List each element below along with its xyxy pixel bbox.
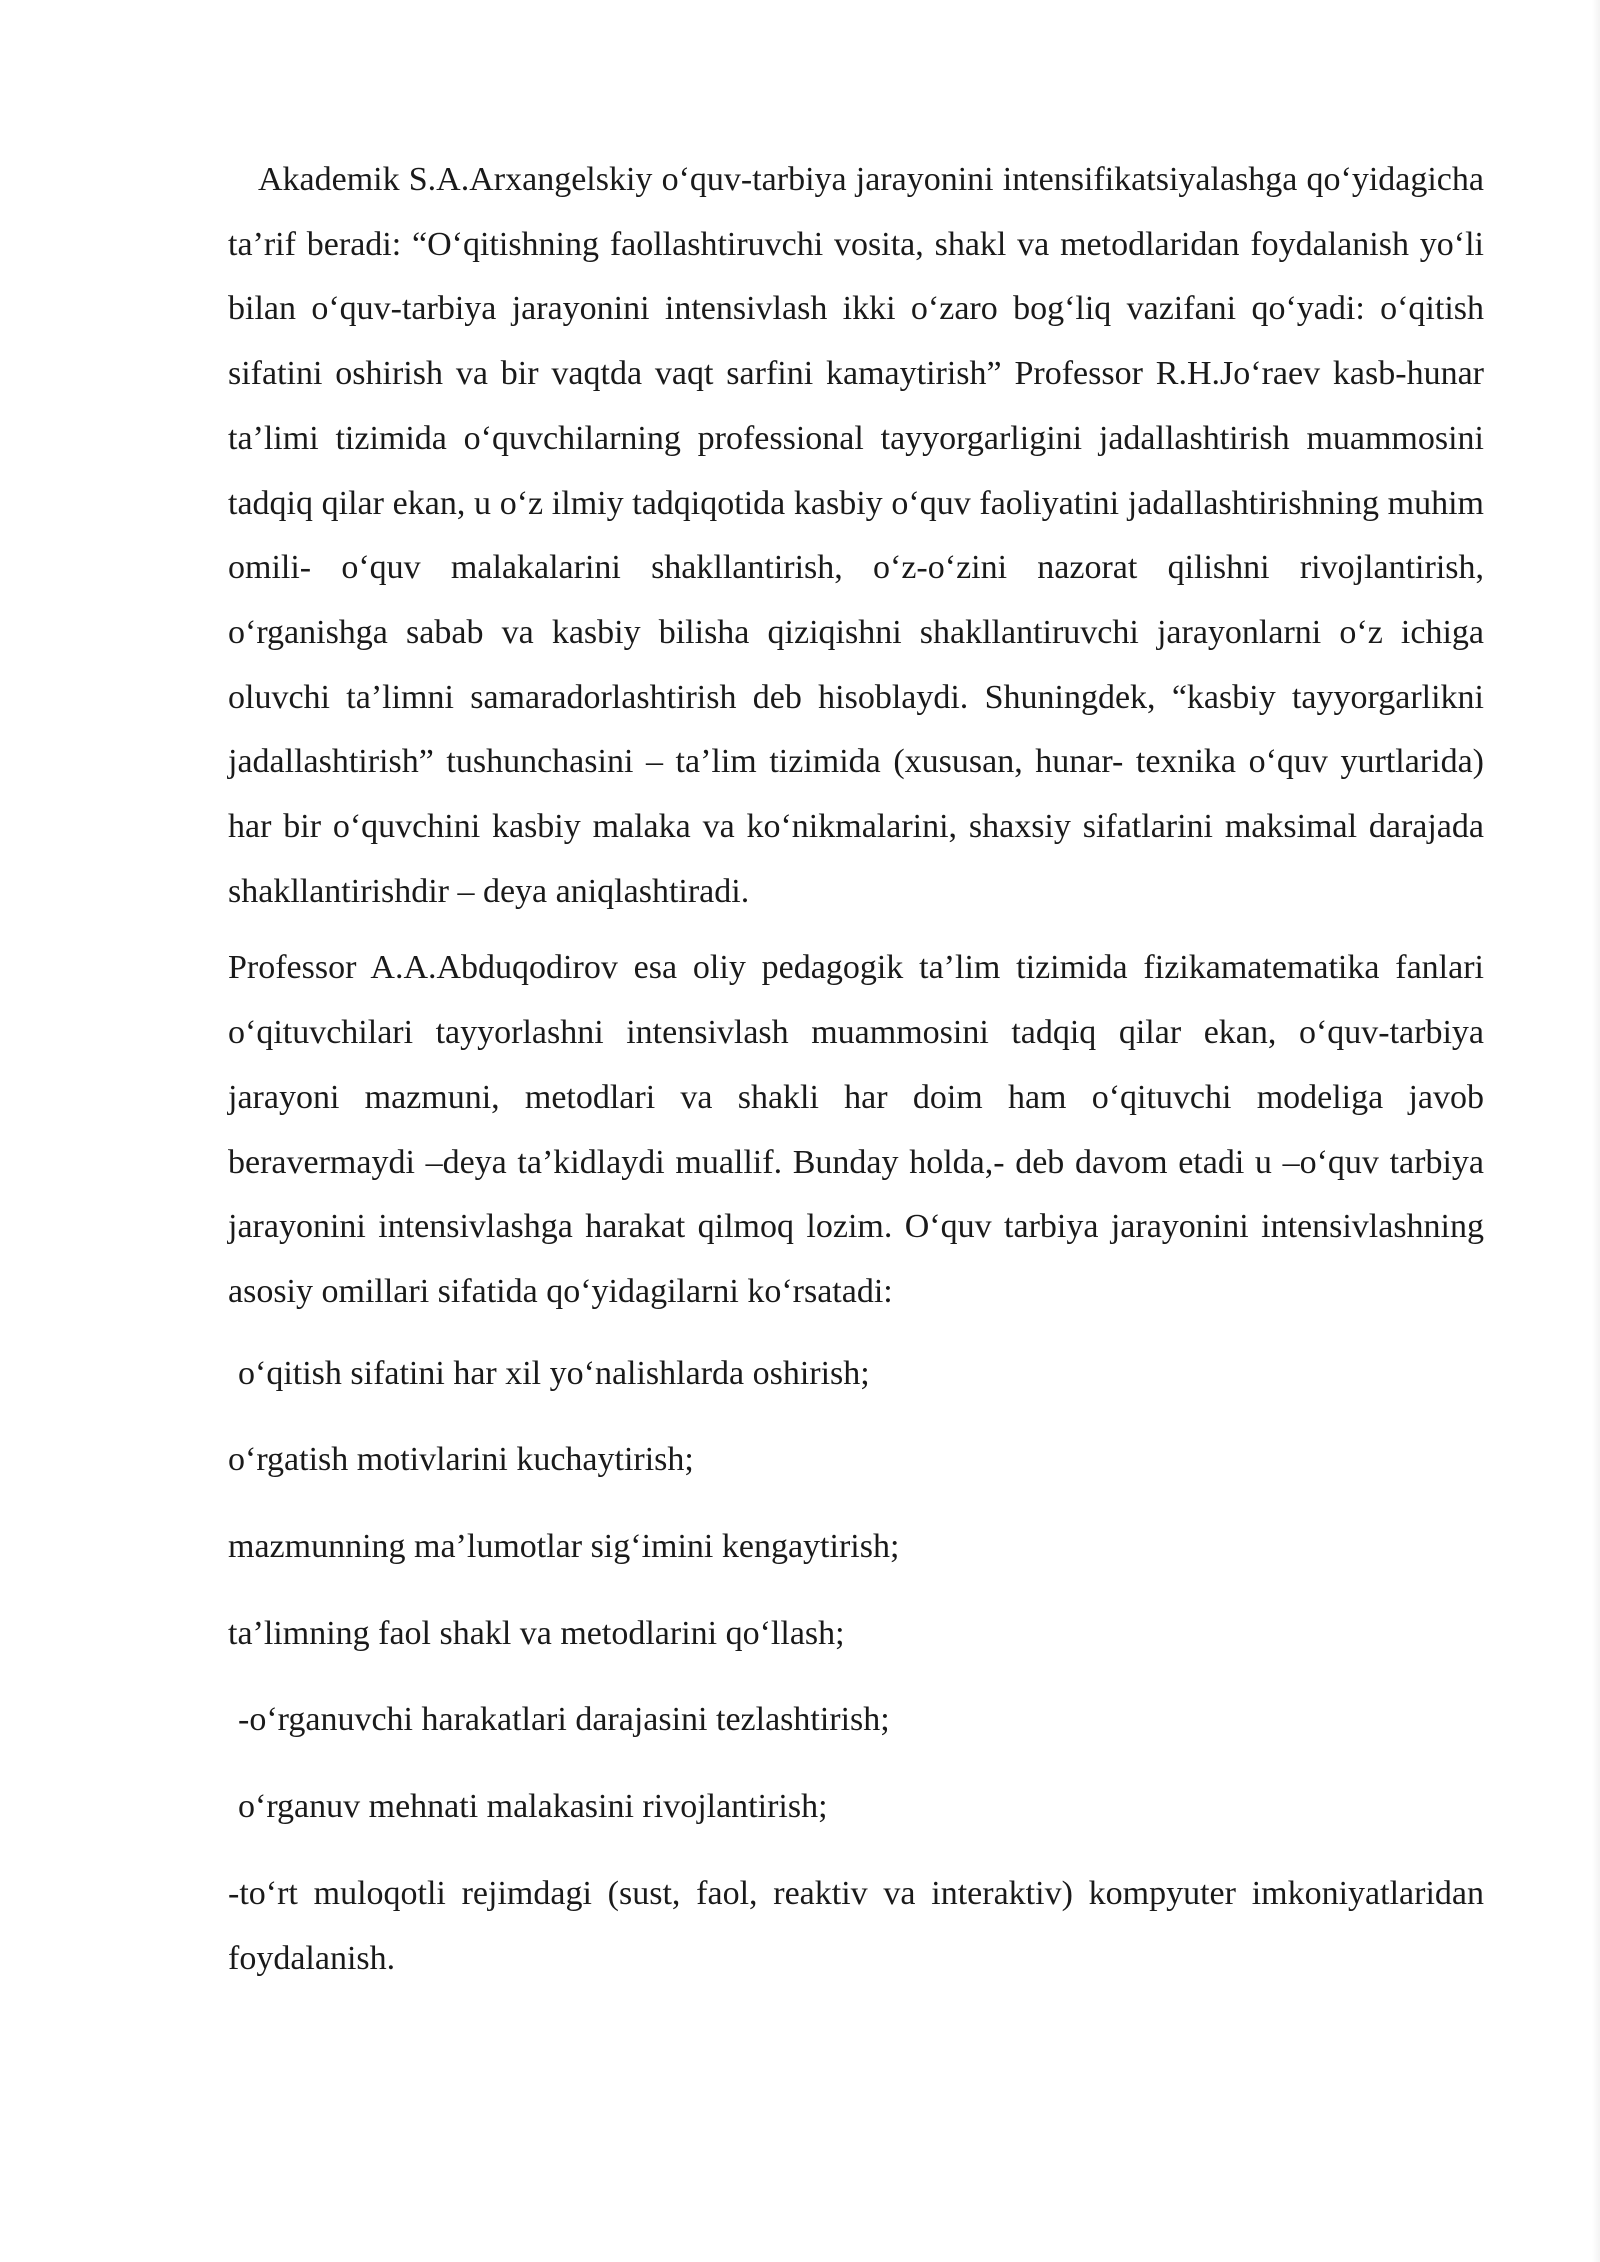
list-item: o‘qitish sifatini har xil yo‘nalishlarda oshirish; — [238, 1354, 870, 1392]
list-item: -to‘rt muloqotli rejimdagi (sust, faol, reaktiv va interaktiv) kompyuter imkoniyatlaridan foydalanish. — [228, 1874, 1484, 1977]
list-item: -o‘rganuvchi harakatlari darajasini tezlashtirish; — [238, 1701, 890, 1739]
list-item: o‘rgatish motivlarini kuchaytirish; — [228, 1441, 694, 1479]
paragraph-abduqodirov: Professor A.A.Abduqodirov esa oliy pedagogik ta’lim tizimida fizikamatematika fanlari o‘qituvchilari tayyorlashni intensivlash muammosini tadqiq qilar ekan, o‘quv-tarbiya jarayoni mazmuni, metodlari va shakli har doim ham o‘qituvchi modeliga javob beravermaydi –deya ta’kidlaydi muallif. Bunday holda,- deb davom etadi u –o‘quv tarbiya jarayonini intensivlashga harakat qilmoq lozim. O‘quv tarbiya jarayonini intensivlashning asosiy omillari sifatida qo‘yidagilarni ko‘rsatadi: — [228, 949, 1484, 1310]
list-item: mazmunning ma’lumotlar sig‘imini kengaytirish; — [228, 1528, 900, 1566]
paragraph-arxangelskiy: Akademik S.A.Arxangelskiy o‘quv-tarbiya jarayonini intensifikatsiyalashga qo‘yidagicha ta’rif beradi: “O‘qitishning faollashtiruvchi vosita, shakl va metodlaridan foydalanish yo‘li bilan o‘quv-tarbiya jarayonini intensivlash ikki o‘zaro bog‘liq vazifani qo‘yadi: o‘qitish sifatini oshirish va bir vaqtda vaqt sarfini kamaytirish” Professor R.H.Jo‘raev kasb-hunar ta’limi tizimida o‘quvchilarning professional tayyorgarligini jadallashtirish muammosini tadqiq qilar ekan, u o‘z ilmiy tadqiqotida kasbiy o‘quv faoliyatini jadallashtirishning muhim omili- o‘quv malakalarini shakllantirish, o‘z-o‘zini nazorat qilishni rivojlantirish, o‘rganishga sabab va kasbiy bilisha qiziqishni shakllantiruvchi jarayonlarni o‘z ichiga oluvchi ta’limni samaradorlashtirish deb hisoblaydi. Shuningdek, “kasbiy tayyorgarlikni jadallashtirish” tushunchasini – ta’lim tizimida (xususan, hunar- texnika o‘quv yurtlarida) har bir o‘quvchini kasbiy malaka va ko‘nikmalarini, shaxsiy sifatlarini maksimal darajada shakllantirishdir – deya aniqlashtiradi. — [228, 161, 1484, 910]
list-item: ta’limning faol shakl va metodlarini qo‘llash; — [228, 1614, 845, 1652]
list-item: o‘rganuv mehnati malakasini rivojlantirish; — [238, 1788, 828, 1826]
document-body — [228, 148, 1484, 2013]
page-edge-shadow — [1592, 0, 1600, 2262]
factors-list — [228, 1342, 1484, 1992]
